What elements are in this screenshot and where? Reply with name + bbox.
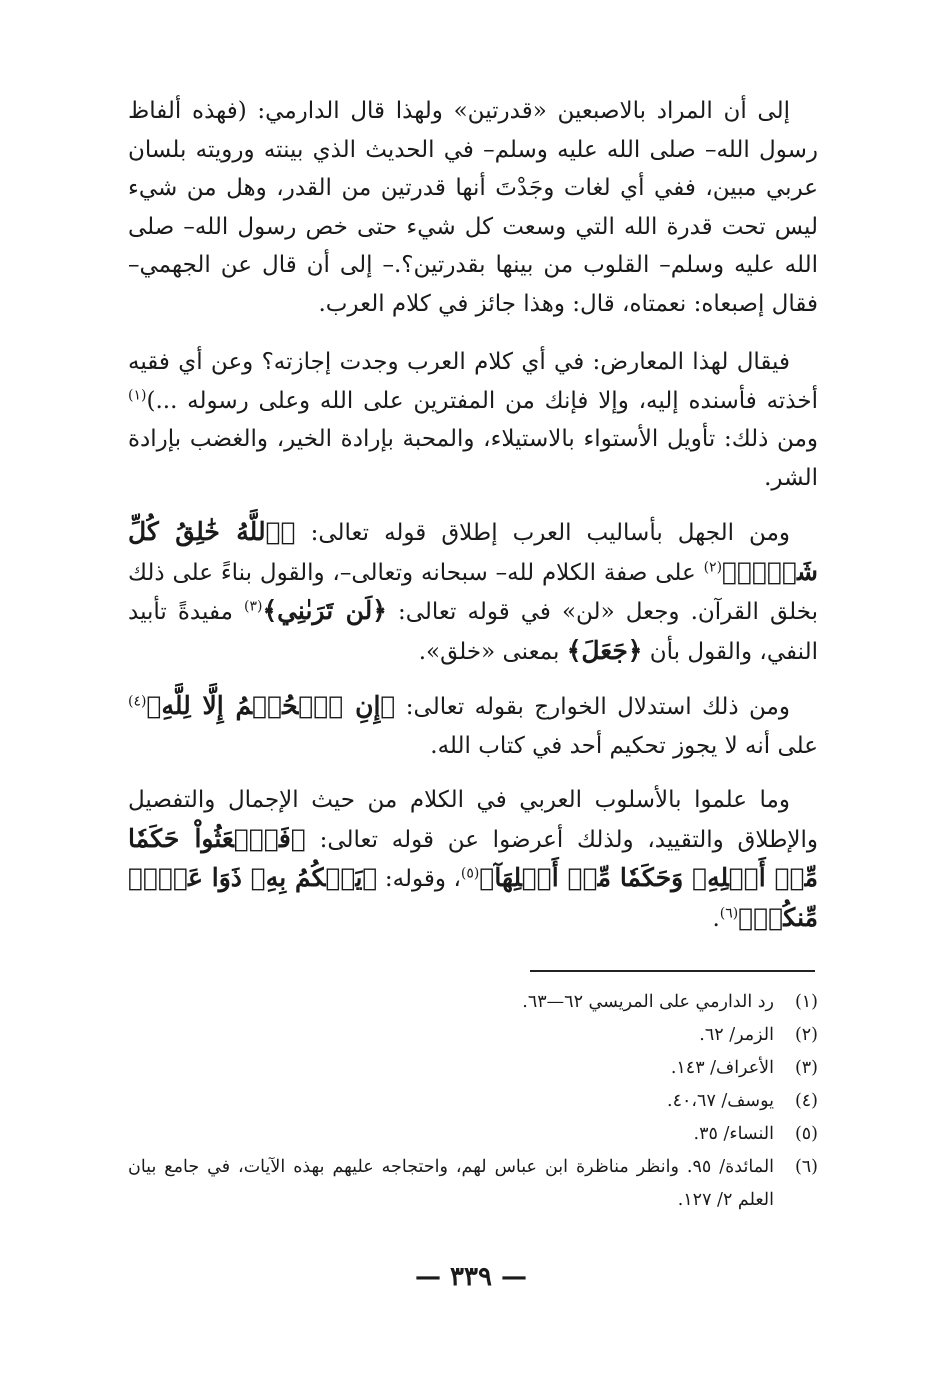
paragraph-5 [128, 781, 818, 938]
paragraph-text: ، وقوله: [377, 866, 461, 892]
quran-verse: ﴿لَن تَرَىٰنِي﴾ [262, 596, 387, 625]
footnote-item [128, 1151, 818, 1217]
paragraph-text: على صفة الكلام لله– سبحانه وتعالى–، والقول بناءً على ذلك بخلق القرآن. وجعل «لن» في قوله تعالى: [128, 559, 819, 625]
footnote-item [128, 1085, 818, 1118]
quran-verse: ﴿إِنِ ٱلۡحُكۡمُ إِلَّا لِلَّهِ﴾ [146, 691, 396, 720]
footnote-item [128, 986, 818, 1019]
paragraph-text: ومن الجهل بأساليب العرب إطلاق قوله تعالى: [295, 520, 790, 546]
paragraph-text: إلى أن المراد بالاصبعين «قدرتين» ولهذا قال الدارمي: (فهذه ألفاظ رسول الله– صلى الله عليه وسلم– في الحديث الذي بينته ورويته بلسان عربي مبين، ففي أي لغات وجَدْتَ أنها قدرتين من القدر، وهل من شيء ليس تحت قدرة الله التي وسعت كل شيء حتى خص رسول الله– صلى الله عليه وسلم– القلوب من بينها بقدرتين؟.– إلى أن قال عن الجهمي– فقال إصبعاه: نعمتاه، قال: وهذا جائز في كلام العرب. [128, 98, 818, 317]
footnote-number: (٦) [794, 1157, 818, 1177]
footnote-divider [530, 970, 815, 972]
footnote-item [128, 1052, 818, 1085]
paragraph-text: على أنه لا يجوز تحكيم أحد في كتاب الله. [430, 732, 818, 759]
footnote-text: الزمر/ ٦٢. [699, 1025, 774, 1045]
footnote-item [128, 1118, 818, 1151]
main-text [128, 92, 818, 954]
footnote-item [128, 1019, 818, 1052]
footnote-number: (٣) [794, 1058, 818, 1078]
quran-verse: ﴿فَٱبۡعَثُواْ حَكَمٗا مِّنۡ أَهۡلِهِۦ وَحَكَمٗا مِّنۡ أَهۡلِهَآ﴾ [128, 823, 818, 892]
footnote-text: المائدة/ ٩٥. وانظر مناظرة ابن عباس لهم، واحتجاجه عليهم بهذه الآيات، في جامع بيان العلم ٢/ ١٢٧. [128, 1157, 775, 1210]
paragraph-text: مفيدةً تأبيد النفي، والقول بأن [128, 599, 818, 665]
paragraph-3 [128, 513, 818, 671]
paragraph-text: فيقال لهذا المعارض: في أي كلام العرب وجدت إجازته؟ وعن أي فقيه أخذته فأسنده إليه، وإلا فإنك من المفترين على الله وعلى رسوله ...) [128, 349, 818, 414]
footnote-ref-5[interactable]: (٥) [460, 865, 480, 882]
footnote-number: (١) [794, 992, 818, 1012]
paragraph-text: ومن ذلك استدلال الخوارج بقوله تعالى: [395, 694, 790, 720]
quran-verse: ﴿يَحۡكُمُ بِهِۦ ذَوَا عَدۡلٖ مِّنكُمۡ﴾ [128, 863, 818, 932]
paragraph-4 [128, 687, 818, 765]
footnote-ref-3[interactable]: (٣) [243, 598, 263, 615]
footnote-number: (٢) [794, 1025, 818, 1045]
paragraph-2 [128, 343, 818, 497]
footnotes [128, 986, 818, 1217]
footnote-text: النساء/ ٣٥. [693, 1124, 774, 1144]
footnote-text: الأعراف/ ١٤٣. [670, 1058, 774, 1078]
quran-verse: ﴿ٱللَّهُ خَٰلِقُ كُلِّ شَيۡءٖ﴾ [128, 517, 818, 586]
paragraph-text: وما علموا بالأسلوب العربي في الكلام من حيث الإجمال والتفصيل والإطلاق والتقييد، ولذلك أعرضوا عن قوله تعالى: [128, 787, 819, 853]
footnote-text: رد الدارمي على المريسي ٦٢—٦٣. [522, 992, 774, 1012]
paragraph-text: . [712, 905, 720, 932]
footnote-number: (٥) [794, 1124, 818, 1144]
footnote-number: (٤) [794, 1091, 818, 1111]
page-number: — ٣٣٩ — [414, 1262, 528, 1292]
footnote-ref-4[interactable]: (٤) [128, 693, 147, 710]
paragraph-text: ومن ذلك: تأويل الأستواء بالاستيلاء، والمحبة بإرادة الخير، والغضب بإرادة الشر. [128, 426, 818, 491]
paragraph-1 [128, 92, 818, 323]
footnote-ref-1[interactable]: (١) [128, 386, 147, 403]
footnote-text: يوسف/ ٤٠،٦٧. [667, 1091, 774, 1111]
footnote-ref-6[interactable]: (٦) [719, 904, 739, 921]
quran-verse: ﴿جَعَلَ﴾ [566, 635, 643, 665]
footnote-ref-2[interactable]: (٢) [703, 558, 723, 575]
paragraph-text: بمعنى «خلق». [418, 638, 567, 665]
